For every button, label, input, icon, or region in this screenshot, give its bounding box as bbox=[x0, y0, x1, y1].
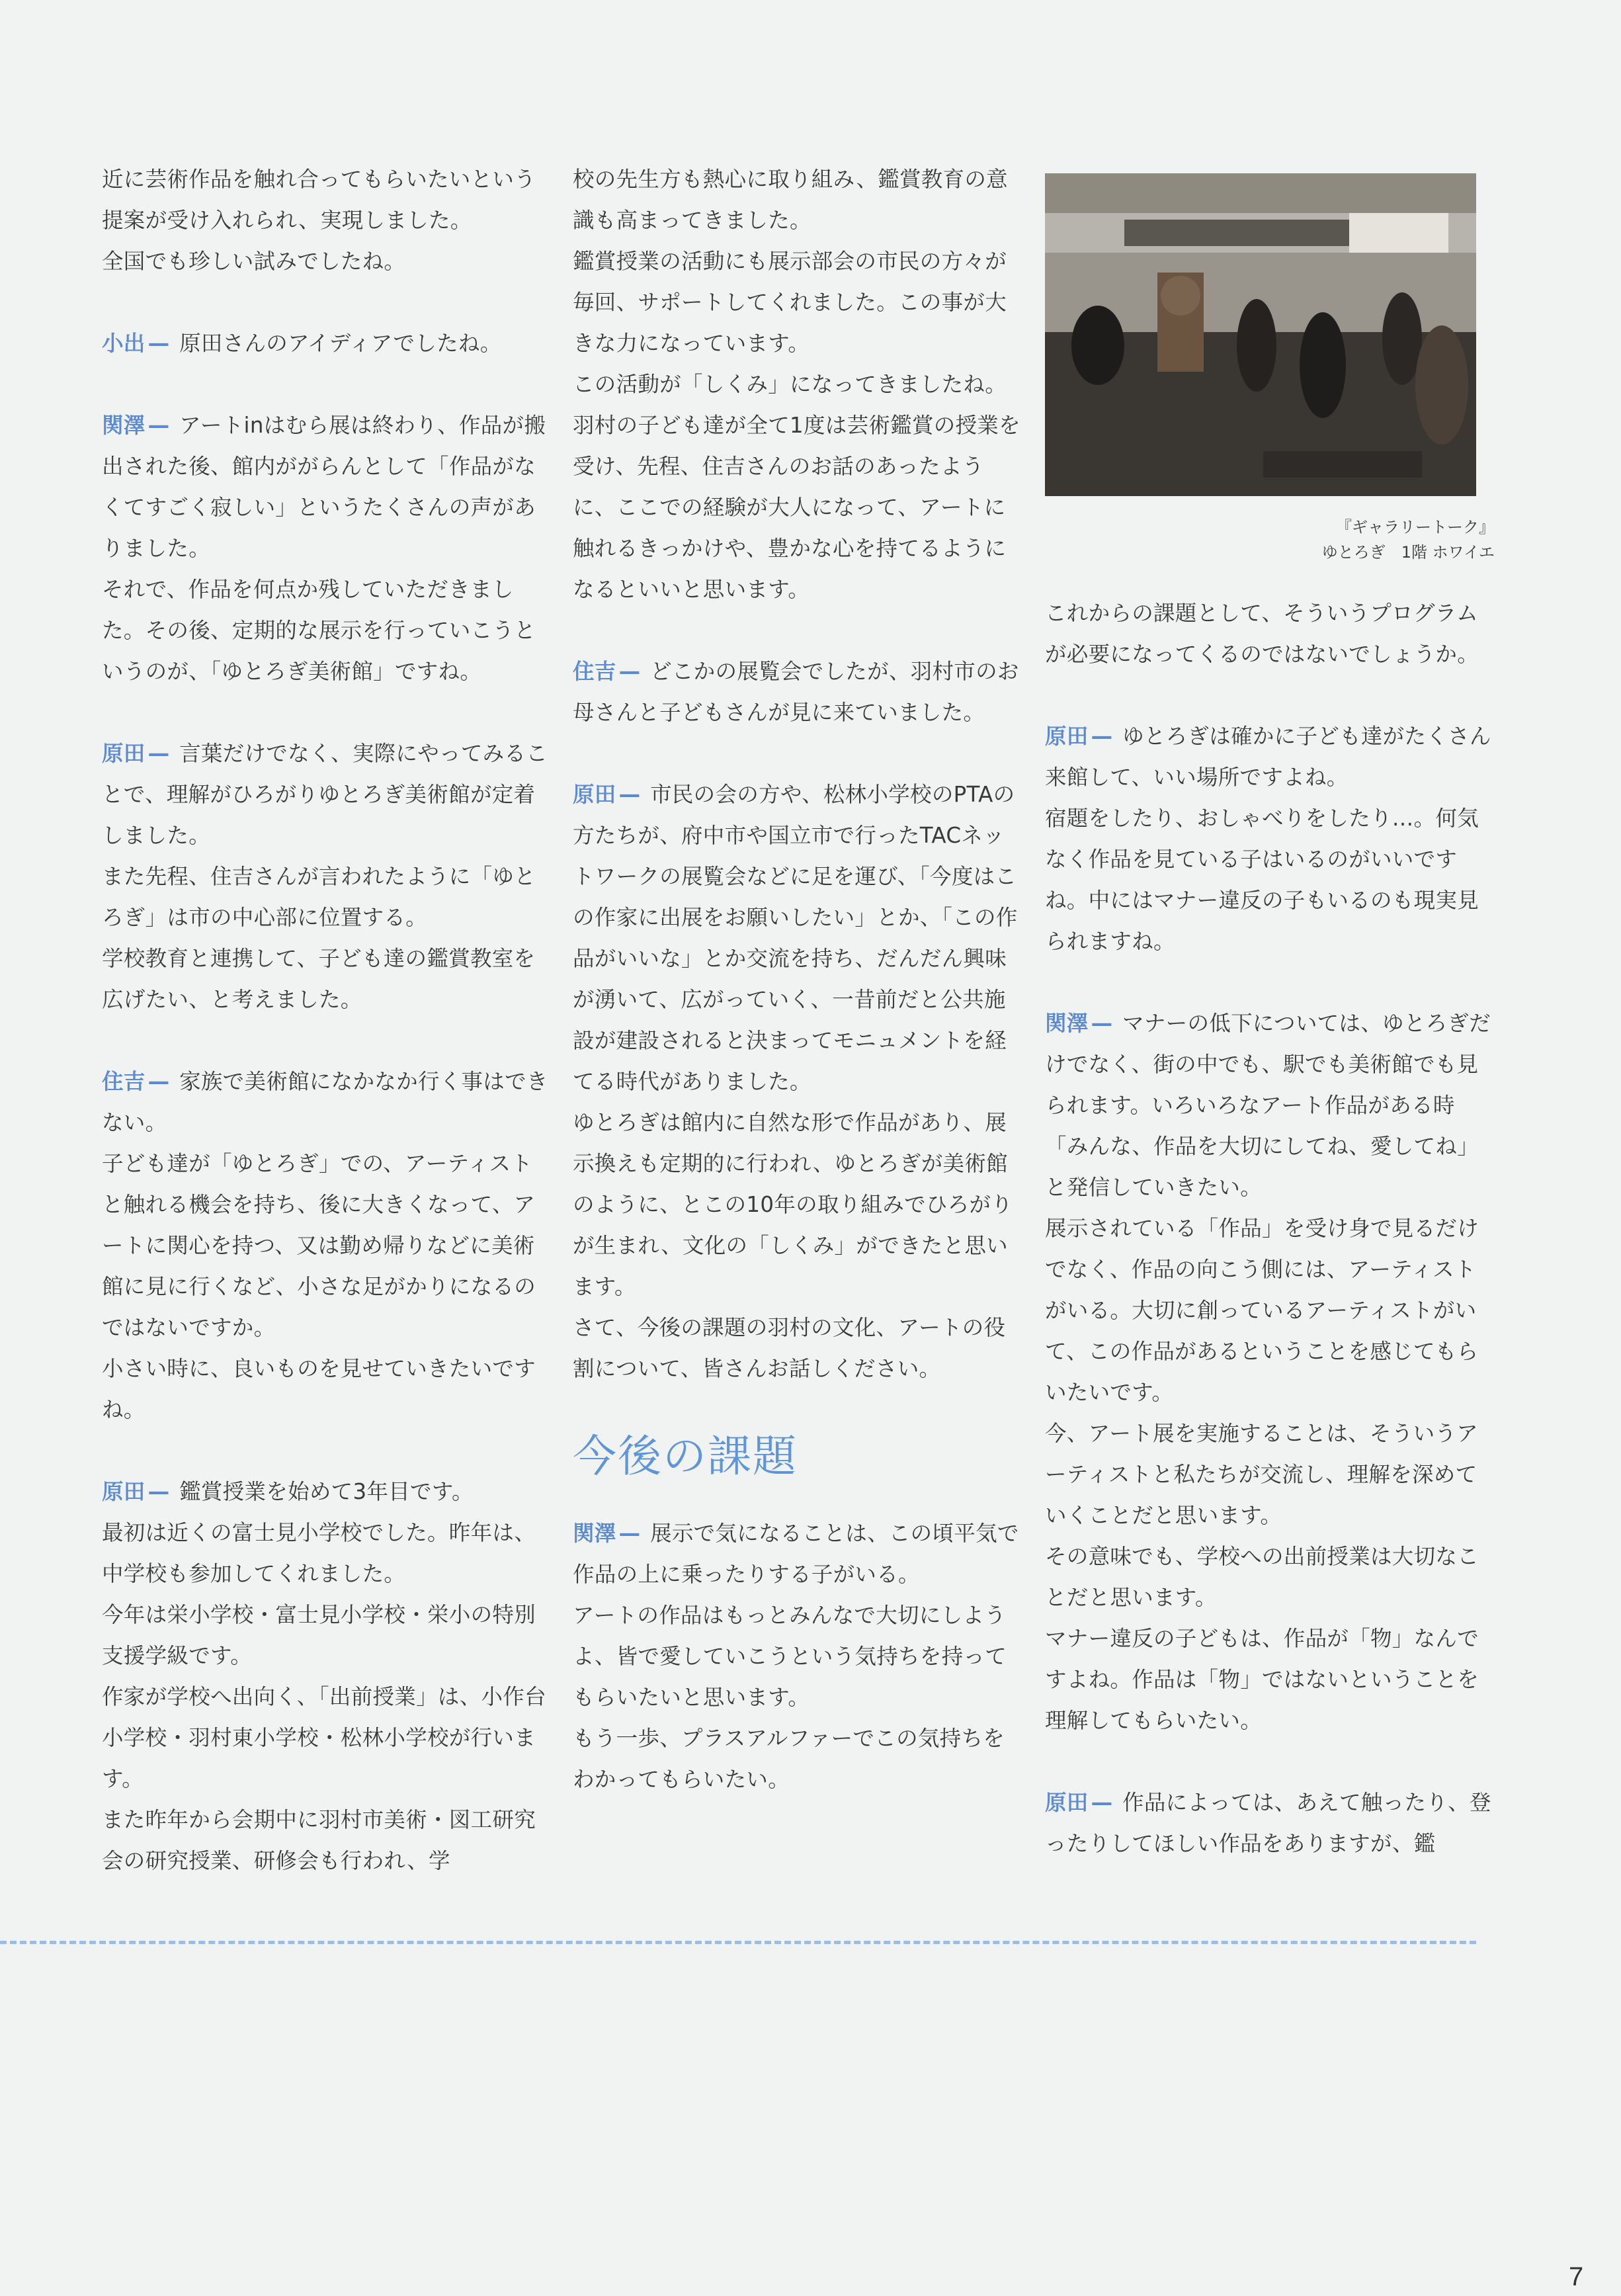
speaker-name: 住吉 bbox=[102, 1069, 145, 1094]
paragraph: 小出 — 原田さんのアイディアでしたね。 bbox=[102, 331, 502, 356]
paragraph-text: 言葉だけでなく、実際にやってみることで、理解がひろがりゆとろぎ美術館が定着しました。 また先程、住吉さんが言われたように「ゆとろぎ」は市の中心部に位置する。 学校教育と連携して、子ども達の鑑賞教室を広げたい、と考えました。 bbox=[102, 741, 548, 1012]
paragraph-text: どこかの展覧会でしたが、羽村市のお母さんと子どもさんが見に来ていました。 bbox=[573, 659, 1019, 725]
paragraph: 原田 — 市民の会の方や、松林小学校のPTAの方たちが、府中市や国立市で行ったTACネットワークの展覧会などに足を運び、「今度はこの作家に出展をお願いしたい」とか、「この作品がいいな」とか交流を持ち、だんだん興味が湧いて、広がっていく、一昔前だと公共施設が建設されると決まってモニュメントを経てる時代がありました。 ゆとろぎは館内に自然な形で作品があり、展示換えも定期的に行われ、ゆとろぎが美術館のように、とこの10年の取り組みでひろがりが生まれ、文化の「しくみ」ができたと思います。 さて、今後の課題の羽村の文化、アートの役割について、皆さんお話しください。 bbox=[573, 782, 1018, 1381]
speaker-name: 関澤 bbox=[1045, 1011, 1089, 1036]
speaker-name: 関澤 bbox=[573, 1521, 616, 1546]
gallery-talk-photo bbox=[1045, 173, 1476, 496]
paragraph: 関澤 — 展示で気になることは、この頃平気で作品の上に乗ったりする子がいる。 アートの作品はもっとみんなで大切にしようよ、皆で愛していこうという気持ちを持ってもらいたいと思います。 もう一歩、プラスアルファーでこの気持ちをわかってもらいたい。 bbox=[573, 1521, 1019, 1792]
paragraph bbox=[1045, 593, 1495, 675]
text-column-3 bbox=[1045, 165, 1495, 1864]
paragraph: 住吉 — 家族で美術館になかなか行く事はできない。 子ども達が「ゆとろぎ」での、アーティストと触れる機会を持ち、後に大きくなって、アートに関心を持つ、又は勤め帰りなどに美術館に見に行くなど、小さな足がかりになるのではないですか。 小さい時に、良いものを見せていきたいですね。 bbox=[102, 1069, 548, 1422]
speaker-name: 原田 bbox=[102, 741, 145, 766]
paragraph-text: 作品によっては、あえて触ったり、登ったりしてほしい作品をありますが、鑑 bbox=[1045, 1790, 1491, 1856]
paragraph: 原田 — 鑑賞授業を始めて3年目です。 最初は近くの富士見小学校でした。昨年は、中学校も参加してくれました。 今年は栄小学校・富士見小学校・栄小の特別支援学級です。 作家が学校へ出向く、「出前授業」は、小作台小学校・羽村東小学校・松林小学校が行います。 また昨年から会期中に羽村市美術・図工研究会の研究授業、研修会も行われ、学 bbox=[102, 1479, 546, 1873]
paragraph-text: 校の先生方も熱心に取り組み、鑑賞教育の意識も高まってきました。 鑑賞授業の活動にも展示部会の市民の方々が毎回、サポートしてくれました。この事が大きな力になっています。 この活動が「しくみ」になってきましたね。 羽村の子ども達が全て1度は芸術鑑賞の授業を受け、先程、住吉さんのお話のあったように、ここでの経験が大人になって、アートに触れるきっかけや、豊かな心を持てるようになるといいと思います。 bbox=[573, 167, 1020, 602]
text-column-2 bbox=[573, 159, 1022, 1800]
paragraph: 原田 — ゆとろぎは確かに子ども達がたくさん来館して、いい場所ですよね。 宿題をしたり、おしゃべりをしたり…。何気なく作品を見ている子はいるのがいいですね。中にはマナー違反の子もいるのも現実見られますね。 bbox=[1045, 724, 1491, 954]
paragraph-text: アートinはむら展は終わり、作品が搬出された後、館内ががらんとして「作品がなくてすごく寂しい」というたくさんの声がありました。 それで、作品を何点か残していただきました。その後、定期的な展示を行っていこうというのが、「ゆとろぎ美術館」ですね。 bbox=[102, 413, 546, 684]
speaker-name: 原田 bbox=[1045, 724, 1089, 749]
speaker-name: 原田 bbox=[102, 1479, 145, 1504]
paragraph-text: ゆとろぎは確かに子ども達がたくさん来館して、いい場所ですよね。 宿題をしたり、おしゃべりをしたり…。何気なく作品を見ている子はいるのがいいですね。中にはマナー違反の子もいるのも現実見られますね。 bbox=[1045, 724, 1491, 954]
paragraph-text: 家族で美術館になかなか行く事はできない。 子ども達が「ゆとろぎ」での、アーティストと触れる機会を持ち、後に大きくなって、アートに関心を持つ、又は勤め帰りなどに美術館に見に行くなど、小さな足がかりになるのではないですか。 小さい時に、良いものを見せていきたいですね。 bbox=[102, 1069, 548, 1422]
paragraph-text: 原田さんのアイディアでしたね。 bbox=[179, 331, 502, 356]
paragraph-text: 近に芸術作品を触れ合ってもらいたいという提案が受け入れられ、実現しました。 全国でも珍しい試みでしたね。 bbox=[102, 167, 536, 274]
paragraph: 原田 — 作品によっては、あえて触ったり、登ったりしてほしい作品をありますが、鑑 bbox=[1045, 1790, 1491, 1856]
page-number: 7 bbox=[1569, 2262, 1584, 2291]
speaker-name: 住吉 bbox=[573, 659, 616, 684]
gallery-photo-image bbox=[1045, 173, 1476, 496]
paragraph-text: マナーの低下については、ゆとろぎだけでなく、街の中でも、駅でも美術館でも見られます。いろいろなアート作品がある時「みんな、作品を大切にしてね、愛してね」と発信していきたい。 展示されている「作品」を受け身で見るだけでなく、作品の向こう側には、アーティストがいる。大切に創っているアーティストがいて、この作品があるということを感じてもらいたいです。 今、アート展を実施することは、そういうアーティストと私たちが交流し、理解を深めていくことだと思います。 その意味でも、学校への出前授業は大切なことだと思います。 マナー違反の子どもは、作品が「物」なんですよね。作品は「物」ではないということを理解してもらいたい。 bbox=[1045, 1011, 1491, 1733]
speaker-name: 小出 bbox=[102, 331, 145, 356]
paragraph-text: 市民の会の方や、松林小学校のPTAの方たちが、府中市や国立市で行ったTACネットワークの展覧会などに足を運び、「今度はこの作家に出展をお願いしたい」とか、「この作品がいいな」とか交流を持ち、だんだん興味が湧いて、広がっていく、一昔前だと公共施設が建設されると決まってモニュメントを経てる時代がありました。 ゆとろぎは館内に自然な形で作品があり、展示換えも定期的に行われ、ゆとろぎが美術館のように、とこの10年の取り組みでひろがりが生まれ、文化の「しくみ」ができたと思います。 さて、今後の課題の羽村の文化、アートの役割について、皆さんお話しください。 bbox=[573, 782, 1018, 1381]
speaker-name: 原田 bbox=[1045, 1790, 1089, 1815]
paragraph-text: 鑑賞授業を始めて3年目です。 最初は近くの富士見小学校でした。昨年は、中学校も参加してくれました。 今年は栄小学校・富士見小学校・栄小の特別支援学級です。 作家が学校へ出向く、「出前授業」は、小作台小学校・羽村東小学校・松林小学校が行います。 また昨年から会期中に羽村市美術・図工研究会の研究授業、研修会も行われ、学 bbox=[102, 1479, 546, 1873]
paragraph: 住吉 — どこかの展覧会でしたが、羽村市のお母さんと子どもさんが見に来ていました。 bbox=[573, 659, 1019, 725]
paragraph: 関澤 — マナーの低下については、ゆとろぎだけでなく、街の中でも、駅でも美術館でも見られます。いろいろなアート作品がある時「みんな、作品を大切にしてね、愛してね」と発信していきたい。 展示されている「作品」を受け身で見るだけでなく、作品の向こう側には、アーティストがいる。大切に創っているアーティストがいて、この作品があるということを感じてもらいたいです。 今、アート展を実施することは、そういうアーティストと私たちが交流し、理解を深めていくことだと思います。 その意味でも、学校への出前授業は大切なことだと思います。 マナー違反の子どもは、作品が「物」なんですよね。作品は「物」ではないということを理解してもらいたい。 bbox=[1045, 1011, 1491, 1733]
paragraph bbox=[573, 159, 1022, 610]
photo-caption: 『ギャラリートーク』 ゆとろぎ 1階 ホワイエ bbox=[1321, 518, 1495, 562]
paragraph: 関澤 — アートinはむら展は終わり、作品が搬出された後、館内ががらんとして「作品がなくてすごく寂しい」というたくさんの声がありました。 それで、作品を何点か残していただきました。その後、定期的な展示を行っていこうというのが、「ゆとろぎ美術館」ですね。 bbox=[102, 413, 546, 684]
paragraph-text: これからの課題として、そういうプログラムが必要になってくるのではないでしょうか。 bbox=[1045, 601, 1479, 667]
text-column-1 bbox=[102, 159, 552, 1881]
paragraph: 原田 — 言葉だけでなく、実際にやってみることで、理解がひろがりゆとろぎ美術館が定着しました。 また先程、住吉さんが言われたように「ゆとろぎ」は市の中心部に位置する。 学校教育と連携して、子ども達の鑑賞教室を広げたい、と考えました。 bbox=[102, 741, 548, 1012]
footer-divider bbox=[0, 1941, 1476, 1944]
section-heading: 今後の課題 bbox=[573, 1431, 798, 1482]
paragraph-text: 展示で気になることは、この頃平気で作品の上に乗ったりする子がいる。 アートの作品はもっとみんなで大切にしようよ、皆で愛していこうという気持ちを持ってもらいたいと思います。 もう一歩、プラスアルファーでこの気持ちをわかってもらいたい。 bbox=[573, 1521, 1019, 1792]
speaker-name: 原田 bbox=[573, 782, 616, 807]
paragraph bbox=[102, 159, 552, 282]
speaker-name: 関澤 bbox=[102, 413, 145, 438]
